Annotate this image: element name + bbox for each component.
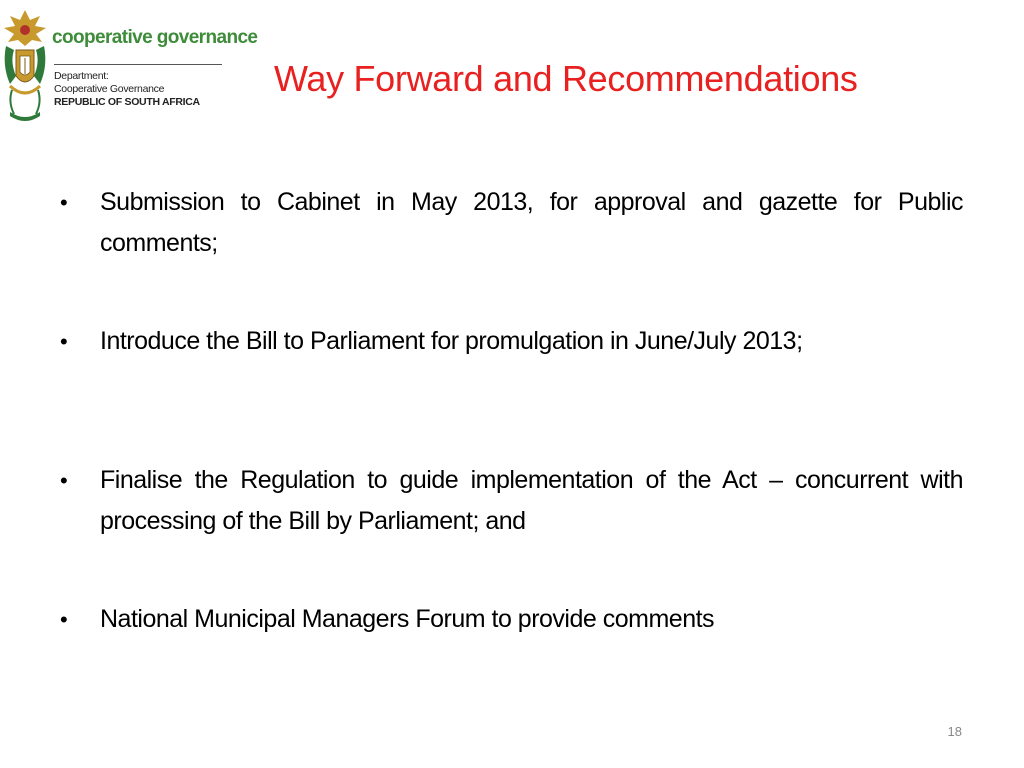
bullet-dot-icon: • (60, 607, 68, 632)
bullet-text: National Municipal Managers Forum to provide comments (100, 605, 715, 633)
bullet-text: Finalise the Regulation to guide implementation of the Act – concurrent with processing of the Bill by Parliament; and (100, 466, 963, 535)
bullet-text: Submission to Cabinet in May 2013, for approval and gazette for Public comments; (100, 188, 963, 257)
logo-department-line-3: REPUBLIC OF SOUTH AFRICA (54, 96, 200, 108)
logo-department-line-2: Cooperative Governance (54, 83, 165, 95)
bullet-dot-icon: • (60, 329, 68, 354)
coat-of-arms-icon (2, 6, 48, 124)
logo-divider (54, 64, 222, 65)
slide-title: Way Forward and Recommendations (274, 58, 858, 99)
logo-department-text (54, 70, 200, 109)
department-logo (0, 0, 258, 128)
bullet-dot-icon: • (60, 190, 68, 215)
page-number: 18 (947, 724, 962, 739)
logo-wordmark: cooperative governance (52, 27, 258, 48)
bullet-text: Introduce the Bill to Parliament for promulgation in June/July 2013; (100, 327, 803, 355)
bullet-dot-icon: • (60, 468, 68, 493)
logo-department-line-1: Department: (54, 70, 109, 82)
